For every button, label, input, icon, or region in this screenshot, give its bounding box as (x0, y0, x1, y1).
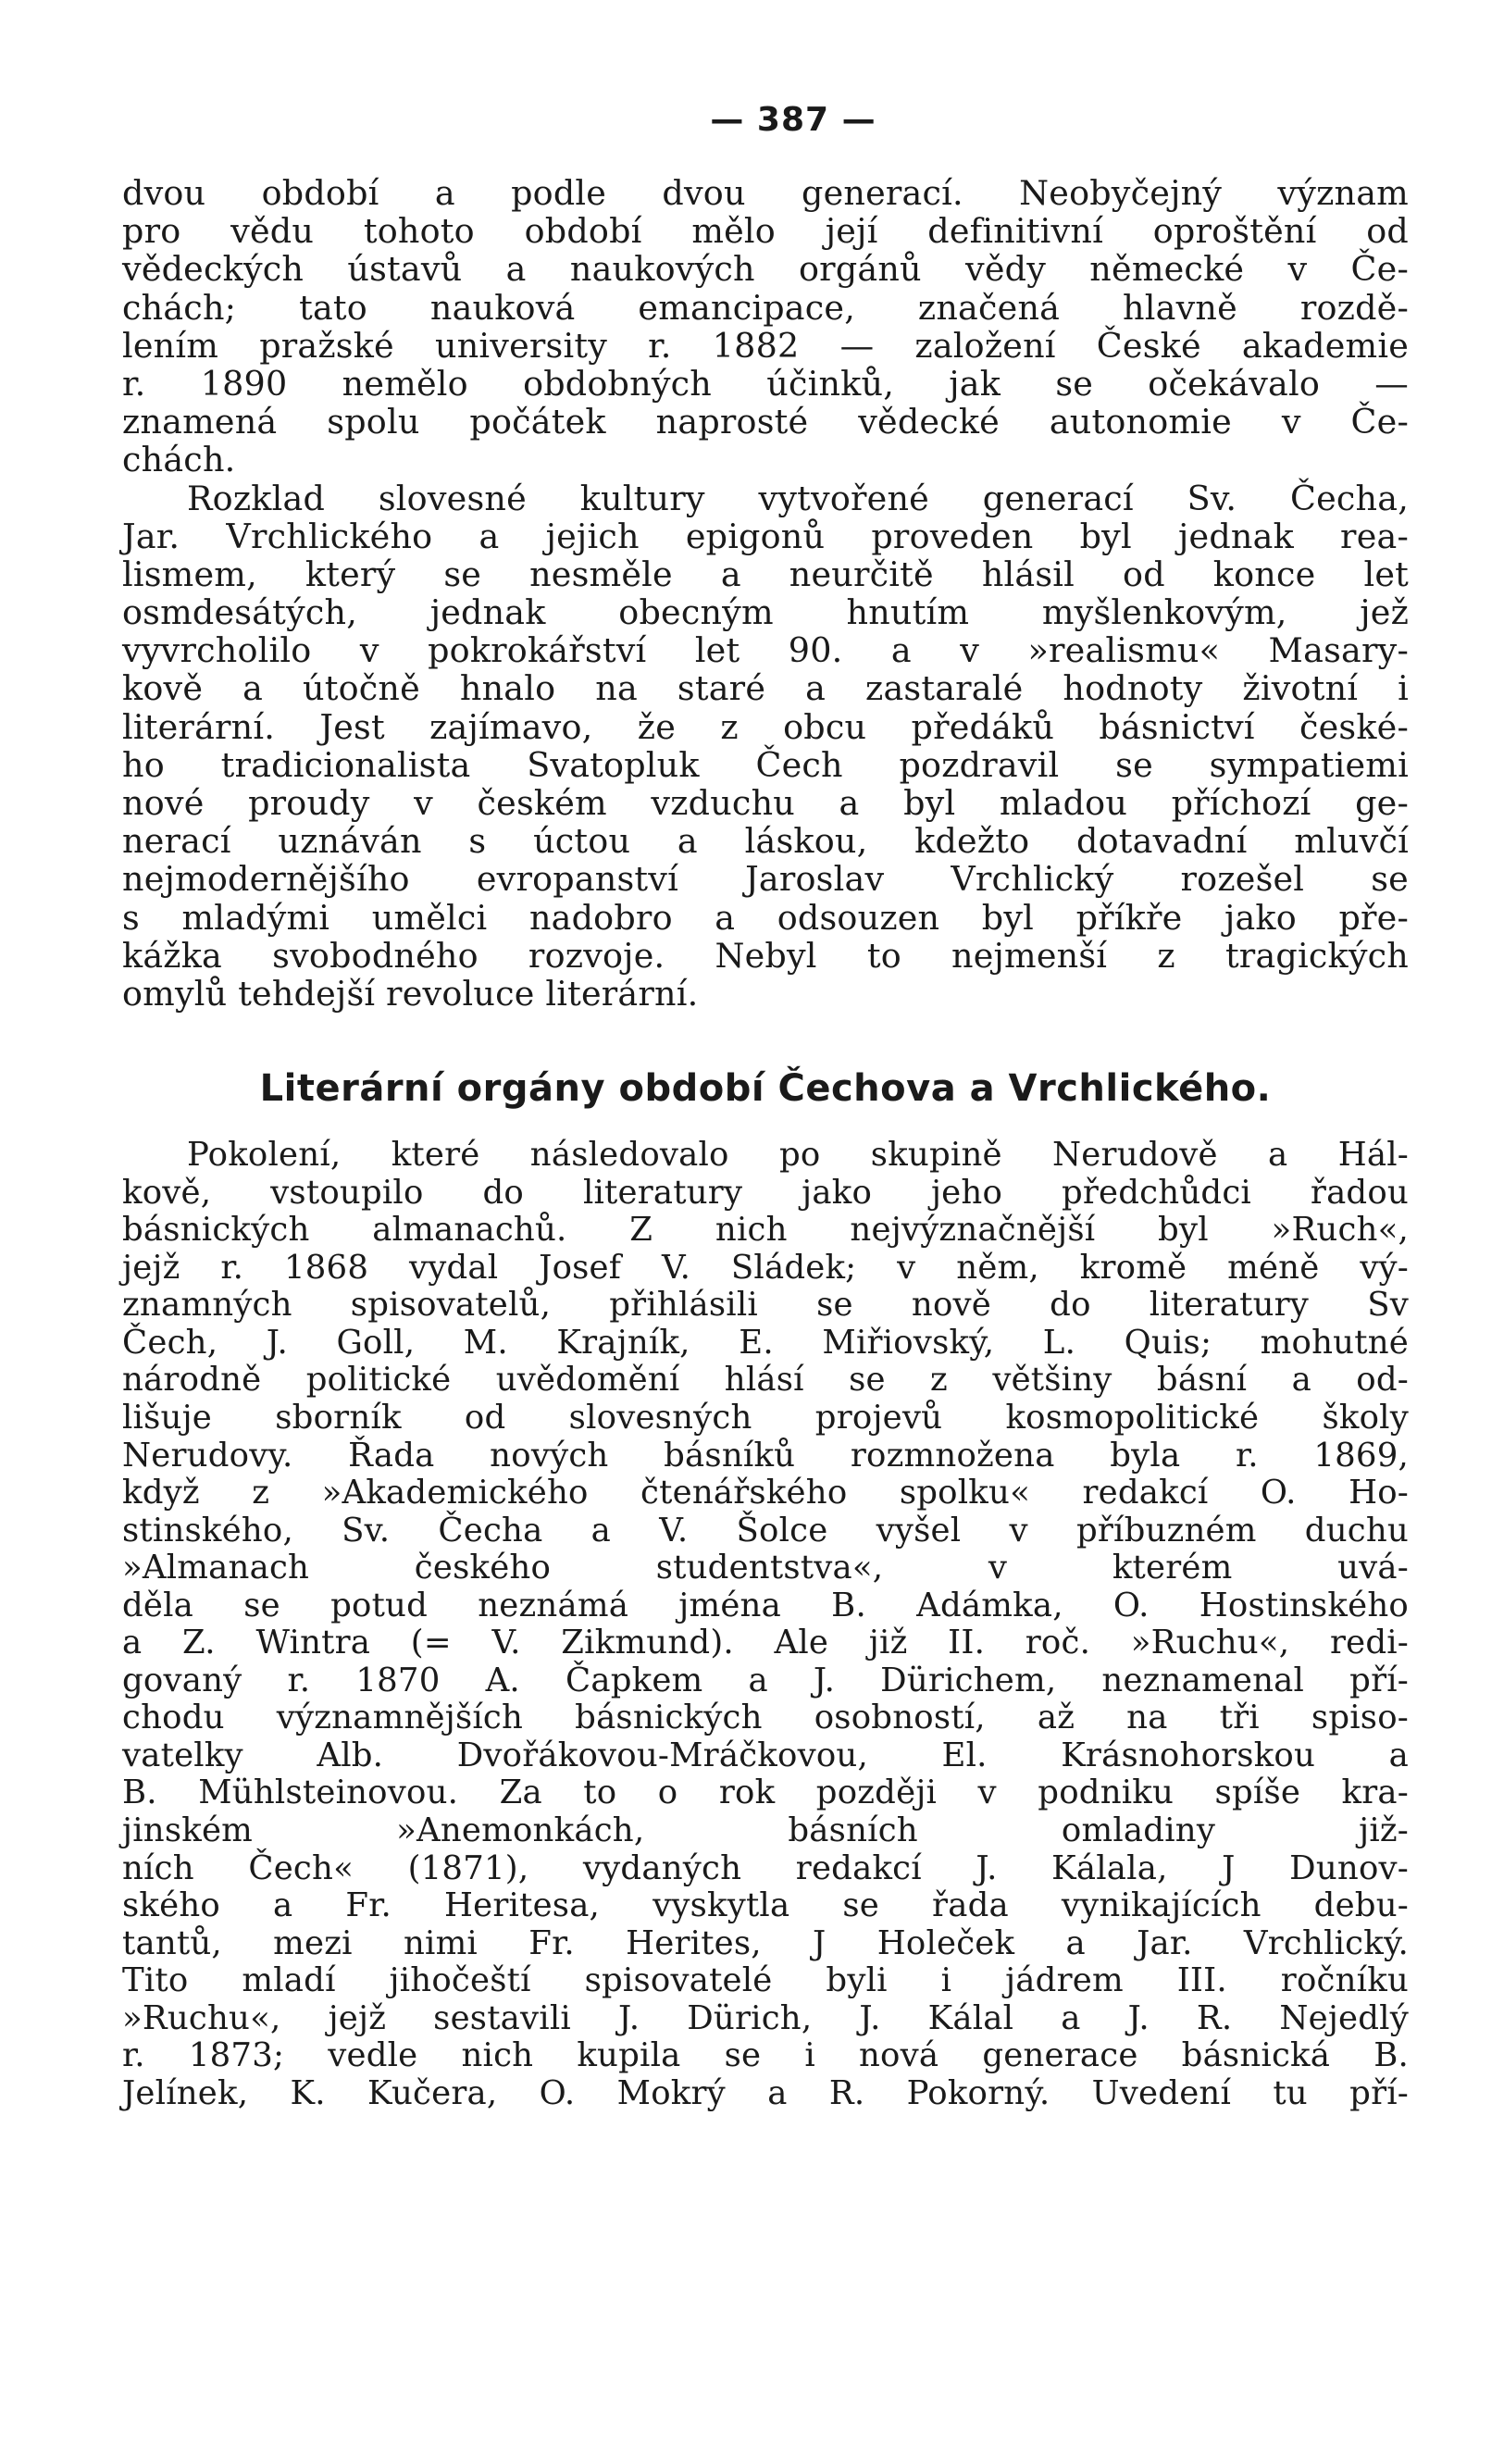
text-line: kově, vstoupilo do literatury jako jeho předchůdci řadou (122, 1173, 1409, 1212)
paragraph-one (122, 174, 1409, 479)
text-line: vyvrcholilo v pokrokářství let 90. a v »realismu« Masary- (122, 630, 1409, 671)
text-line: básnických almanachů. Z nich nejvýznačnější byl »Ruch«, (122, 1211, 1409, 1250)
text-line: tantů, mezi nimi Fr. Herites, J Holeček a Jar. Vrchlický. (122, 1923, 1409, 1962)
text-line: r. 1873; vedle nich kupila se i nová generace básnická B. (122, 2036, 1409, 2075)
text-line: kově a útočně hnalo na staré a zastaralé hodnoty životní i (122, 668, 1409, 709)
text-line: děla se potud neznámá jména B. Adámka, O. Hostinského (122, 1586, 1409, 1624)
text-line: znamená spolu počátek naprosté vědecké autonomie v Če- (122, 402, 1409, 442)
text-line: Čech, J. Goll, M. Krajník, E. Miřiovský, L. Quis; mohutné (122, 1323, 1409, 1362)
text-line: chách. (122, 440, 236, 480)
text-line: pro vědu tohoto období mělo její definitivní oproštění od (122, 211, 1409, 252)
text-line: literární. Jest zajímavo, že z obcu předáků básnictví české- (122, 706, 1409, 747)
text-line: B. Mühlsteinovou. Za to o rok později v podniku spíše kra- (122, 1773, 1409, 1812)
text-line: Pokolení, které následovalo po skupině Nerudově a Hál- (187, 1136, 1409, 1175)
section-paragraph (122, 1137, 1409, 2112)
text-line: govaný r. 1870 A. Čapkem a J. Dürichem, neznamenal pří- (122, 1661, 1409, 1699)
text-line: vatelky Alb. Dvořákovou-Mráčkovou, El. Krásnohorskou a (122, 1736, 1409, 1774)
text-line: znamných spisovatelů, přihlásili se nově do literatury Sv (122, 1286, 1409, 1325)
text-line: jinském »Anemonkách, básních omladiny již- (122, 1811, 1409, 1849)
text-line: kážka svobodného rozvoje. Nebyl to nejmenší z tragických (122, 935, 1409, 976)
book-page (122, 93, 1409, 2112)
text-line: jejž r. 1868 vydal Josef V. Sládek; v něm, kromě méně vý- (122, 1248, 1409, 1287)
text-line: lišuje sborník od slovesných projevů kosmopolitické školy (122, 1398, 1409, 1437)
text-line: vědeckých ústavů a naukových orgánů vědy německé v Če- (122, 249, 1409, 290)
text-line: ského a Fr. Heritesa, vyskytla se řada vynikajících debu- (122, 1886, 1409, 1925)
text-line: r. 1890 nemělo obdobných účinků, jak se očekávalo — (122, 363, 1409, 404)
text-line: když z »Akademického čtenářského spolku« redakcí O. Ho- (122, 1474, 1409, 1512)
text-line: stinského, Sv. Čecha a V. Šolce vyšel v příbuzném duchu (122, 1511, 1409, 1549)
text-line: »Almanach českého studentstva«, v kterém uvá- (122, 1549, 1409, 1587)
page-number: — 387 — (710, 101, 876, 139)
text-line: Jelínek, K. Kučera, O. Mokrý a R. Pokorný. Uvedení tu pří- (122, 2073, 1409, 2112)
text-line: lismem, který se nesměle a neurčitě hlásil od konce let (122, 554, 1409, 594)
text-line: ních Čech« (1871), vydaných redakcí J. Kálala, J Dunov- (122, 1848, 1409, 1887)
text-line: Jar. Vrchlického a jejich epigonů proveden byl jednak rea- (122, 516, 1409, 556)
text-line: nové proudy v českém vzduchu a byl mladou příchozí ge- (122, 783, 1409, 823)
text-line: nejmodernějšího evropanství Jaroslav Vrchlický rozešel se (122, 859, 1409, 900)
section-heading: Literární orgány období Čechova a Vrchlického. (259, 1067, 1272, 1111)
text-line: národně politické uvědomění hlásí se z většiny básní a od- (122, 1361, 1409, 1400)
paragraph-two (122, 479, 1409, 1014)
text-line: ho tradicionalista Svatopluk Čech pozdravil se sympatiemi (122, 744, 1409, 785)
text-line: dvou období a podle dvou generací. Neobyčejný význam (122, 173, 1409, 213)
text-line: lením pražské university r. 1882 — založení České akademie (122, 325, 1409, 366)
text-line: nerací uznáván s úctou a láskou, kdežto dotavadní mluvčí (122, 821, 1409, 862)
text-line: omylů tehdejší revoluce literární. (122, 973, 699, 1014)
text-line: osmdesátých, jednak obecným hnutím myšlenkovým, jež (122, 592, 1409, 633)
text-line: Tito mladí jihočeští spisovatelé byli i jádrem III. ročníku (122, 1961, 1409, 2000)
text-line: chách; tato nauková emancipace, značená hlavně rozdě- (122, 287, 1409, 328)
text-line: Nerudovy. Řada nových básníků rozmnožena byla r. 1869, (122, 1436, 1409, 1475)
text-line: »Ruchu«, jejž sestavili J. Dürich, J. Kálal a J. R. Nejedlý (122, 1998, 1409, 2037)
text-line: chodu významnějších básnických osobností, až na tři spiso- (122, 1699, 1409, 1737)
text-line: a Z. Wintra (= V. Zikmund). Ale již II. roč. »Ruchu«, redi- (122, 1624, 1409, 1662)
text-line: s mladými umělci nadobro a odsouzen byl příkře jako pře- (122, 897, 1409, 938)
text-line: Rozklad slovesné kultury vytvořené generací Sv. Čecha, (187, 478, 1409, 518)
